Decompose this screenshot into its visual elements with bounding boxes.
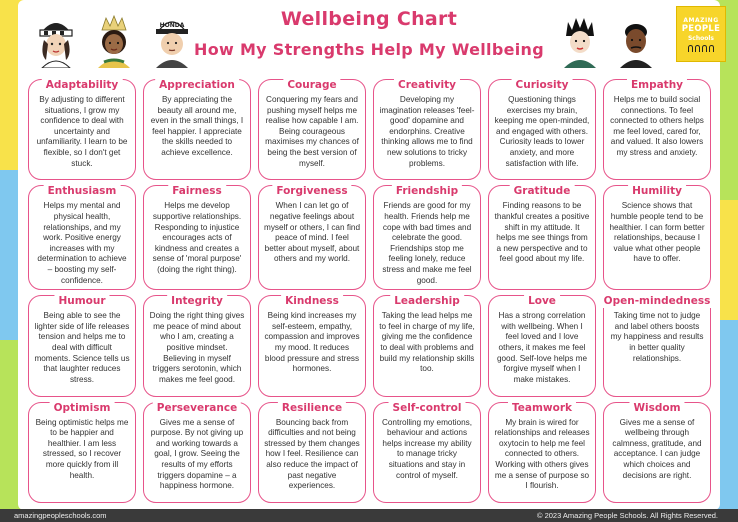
card-self-control bbox=[373, 402, 481, 503]
card-enthusiasm bbox=[28, 185, 136, 290]
card-friendship bbox=[373, 185, 481, 290]
card-courage bbox=[258, 79, 366, 180]
card-title: Humility bbox=[628, 185, 686, 198]
card-title: Adaptability bbox=[42, 79, 123, 92]
card-leadership bbox=[373, 295, 481, 396]
card-title: Open-mindedness bbox=[600, 295, 715, 308]
card-body: My brain is wired for relationships and releases oxytocin to help me feel connected to others. Working with others gives me a sense of purpose so I flourish. bbox=[494, 417, 590, 491]
card-title: Self-control bbox=[389, 402, 466, 415]
card-body: Has a strong correlation with wellbeing. When I feel loved and I love others, it makes me feel good. Self-love helps me forgive myself when I make mistakes. bbox=[496, 311, 588, 384]
card-body: Gives me a sense of wellbeing through calmness, gratitude, and acceptance. I can judge which choices and decisions are right. bbox=[612, 417, 702, 480]
card-wisdom bbox=[603, 402, 711, 503]
footer-copyright: © 2023 Amazing People Schools. All Rights Reserved. bbox=[536, 511, 718, 520]
card-humour bbox=[28, 295, 136, 396]
card-optimism bbox=[28, 402, 136, 503]
card-body: Finding reasons to be thankful creates a positive shift in my attitude. It helps me see things from a new perspective and to feel good about my life. bbox=[494, 201, 590, 264]
header bbox=[0, 0, 738, 70]
card-body: Gives me a sense of purpose. By not giving up and working towards a goal, I grow. Seeing the results of my efforts triggers dopamine – a happiness hormone. bbox=[150, 417, 244, 491]
card-body: Being able to see the lighter side of life releases tension and helps me to deal with difficult moments. Science tells us that laughter reduces stress. bbox=[34, 311, 130, 384]
card-body: Taking time not to judge and label others boosts my happiness and results in better quality relationships. bbox=[610, 311, 704, 363]
strengths-grid bbox=[28, 79, 711, 503]
card-title: Courage bbox=[283, 79, 340, 92]
card-perseverance bbox=[143, 402, 251, 503]
card-title: Humour bbox=[54, 295, 109, 308]
card-title: Wisdom bbox=[629, 402, 684, 415]
card-title: Kindness bbox=[281, 295, 343, 308]
footer bbox=[0, 509, 738, 522]
card-title: Integrity bbox=[167, 295, 227, 308]
card-open-mindedness bbox=[603, 295, 711, 396]
page-subtitle: How My Strengths Help My Wellbeing bbox=[194, 40, 544, 59]
card-kindness bbox=[258, 295, 366, 396]
footer-website: amazingpeopleschools.com bbox=[14, 511, 107, 520]
card-body: Friends are good for my health. Friends help me cope with bad times and celebrate the good. Friendships stop me feeling lonely, reduce stress and make me feel good. bbox=[382, 201, 472, 285]
card-body: By appreciating the beauty all around me, even in the small things, I feel happier. I appreciate the skills needed to achieve excellence. bbox=[150, 95, 244, 157]
card-body: Conquering my fears and pushing myself helps me realise how capable I am. Being courageous maximises my chances of being the best version of myself. bbox=[265, 95, 359, 168]
card-body: Bouncing back from difficulties and not being stressed by them changes how I feel. Resilience can also reduce the impact of past negative experiences. bbox=[264, 417, 360, 491]
card-fairness bbox=[143, 185, 251, 290]
card-body: Questioning things exercises my brain, keeping me open-minded, and engaged with others. Curiosity leads to lower anxiety, and more satisfaction with life. bbox=[494, 95, 590, 168]
card-title: Enthusiasm bbox=[44, 185, 121, 198]
card-adaptability bbox=[28, 79, 136, 180]
card-integrity bbox=[143, 295, 251, 396]
card-body: Helps me to build social connections. To feel connected to others helps me feel loved, cared for, and valued. It also lowers my stress and anxiety. bbox=[610, 95, 704, 157]
card-title: Perseverance bbox=[153, 402, 241, 415]
card-teamwork bbox=[488, 402, 596, 503]
card-body: Being kind increases my self-esteem, empathy, compassion and improves my mood. It reduces blood pressure and stress hormones. bbox=[264, 311, 360, 374]
logo-line-3: Schools bbox=[687, 34, 715, 42]
card-body: By adjusting to different situations, I grow my confidence to deal with uncertainty and unfamiliarity. I learn to be flexible, so I don't get stuck. bbox=[36, 95, 128, 168]
card-title: Forgiveness bbox=[272, 185, 351, 198]
card-title: Resilience bbox=[278, 402, 346, 415]
card-body: Controlling my emotions, behaviour and actions helps increase my ability to manage tricky situations and stay in control of myself. bbox=[381, 417, 473, 480]
card-title: Leadership bbox=[390, 295, 464, 308]
card-title: Teamwork bbox=[508, 402, 576, 415]
card-body: Helps me develop supportive relationships. Responding to injustice encourages acts of kindness and creates a sense of 'moral purpose' (doing the right thing). bbox=[152, 201, 242, 274]
card-body: Doing the right thing gives me peace of mind about who I am, creating a positive mindset. Believing in myself triggers serotonin, which makes me feel good. bbox=[149, 311, 245, 384]
card-body: When I can let go of negative feelings about myself or others, I can find peace of mind. I feel better about myself, about others and my world. bbox=[264, 201, 361, 264]
card-title: Creativity bbox=[394, 79, 460, 92]
card-title: Gratitude bbox=[510, 185, 575, 198]
card-title: Fairness bbox=[168, 185, 226, 198]
card-empathy bbox=[603, 79, 711, 180]
card-title: Friendship bbox=[392, 185, 462, 198]
card-curiosity bbox=[488, 79, 596, 180]
card-title: Curiosity bbox=[512, 79, 573, 92]
card-humility bbox=[603, 185, 711, 290]
card-gratitude bbox=[488, 185, 596, 290]
logo-line-1: AMAZING bbox=[683, 16, 719, 24]
card-body: Being optimistic helps me to be happier and healthier. I am less stressed, so I recover more quickly from ill health. bbox=[35, 417, 129, 480]
card-title: Empathy bbox=[627, 79, 687, 92]
page-title: Wellbeing Chart bbox=[280, 8, 458, 30]
card-creativity bbox=[373, 79, 481, 180]
card-appreciation bbox=[143, 79, 251, 180]
card-title: Love bbox=[524, 295, 560, 308]
card-forgiveness bbox=[258, 185, 366, 290]
logo-line-2: PEOPLE bbox=[681, 23, 721, 34]
card-body: Taking the lead helps me to feel in charge of my life, giving me the confidence to deal with problems and build my relationship skills too. bbox=[379, 311, 475, 374]
card-body: Developing my imagination releases 'feel-good' dopamine and endorphins. Creative thinking allows me to find new solutions to tricky problems. bbox=[379, 95, 475, 168]
card-title: Optimism bbox=[50, 402, 115, 415]
card-title: Appreciation bbox=[155, 79, 239, 92]
hat-text: HONDA bbox=[159, 22, 185, 29]
card-love bbox=[488, 295, 596, 396]
card-body: Science shows that humble people tend to be healthier. I can form better relationships, because I value what other people have to offer. bbox=[609, 201, 705, 264]
card-body: Helps my mental and physical health, relationships, and my work. Positive energy increases with my determination to achieve – boosting my self-confidence. bbox=[37, 201, 127, 285]
card-resilience bbox=[258, 402, 366, 503]
